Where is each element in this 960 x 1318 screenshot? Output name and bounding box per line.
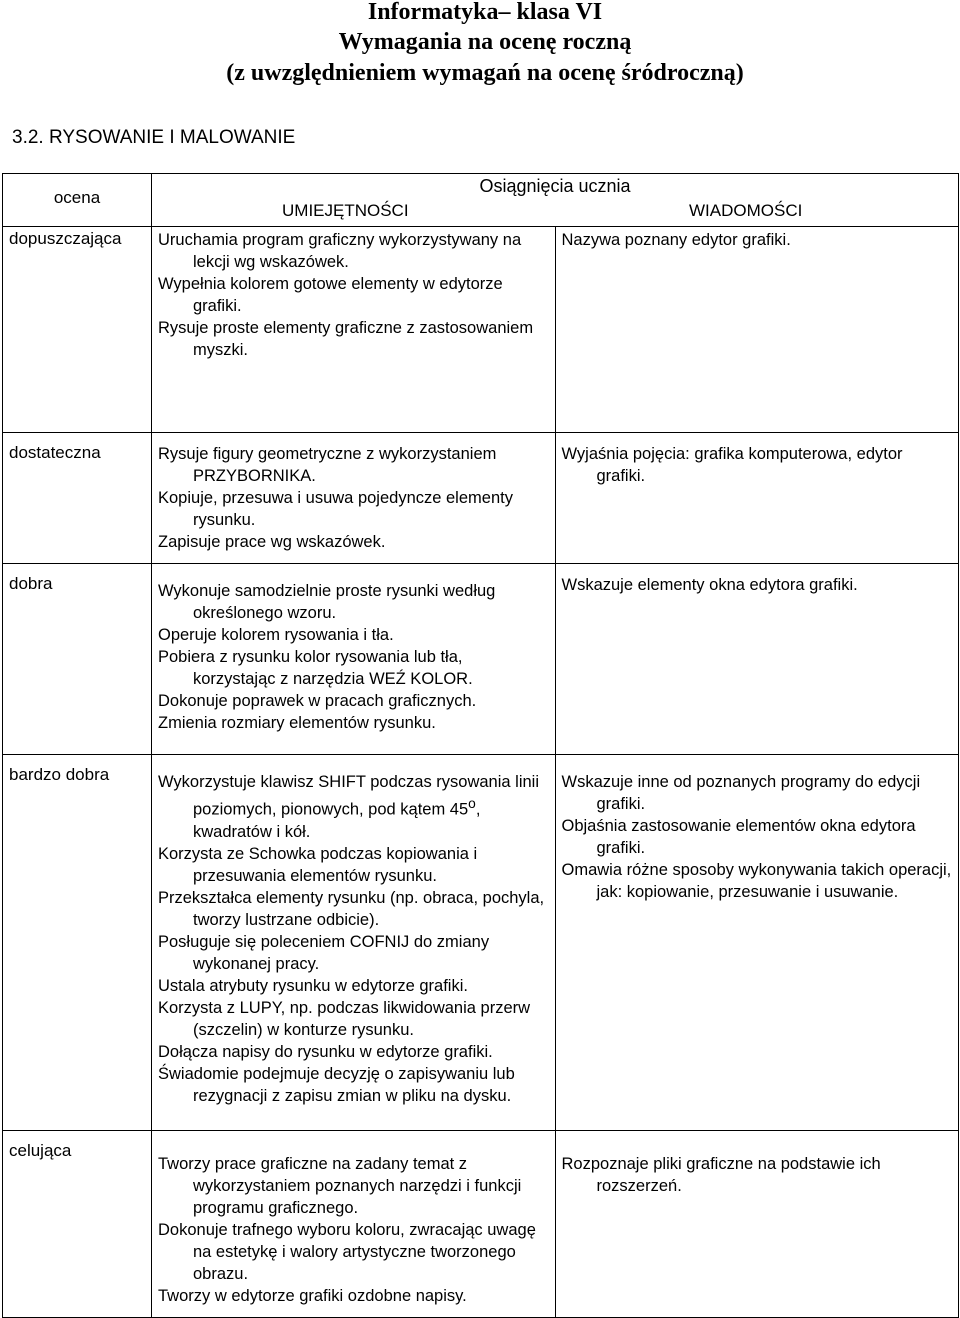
grade-label: celująca: [9, 1141, 72, 1160]
list-item: Operuje kolorem rysowania i tła.: [158, 626, 394, 644]
skills-cell: [152, 433, 556, 564]
knowledge-cell: [555, 564, 959, 755]
list-item: Rysuje proste elementy graficzne z zastosowaniem myszki.: [158, 319, 534, 359]
grade-cell: [3, 227, 152, 433]
list-item: Dokonuje trafnego wyboru koloru, zwracając uwagę na estetykę i walory artystyczne tworzonego obrazu.: [158, 1221, 536, 1283]
skill-text-tail: , kwadratów i kół.: [193, 800, 481, 841]
list-item: Rysuje figury geometryczne z wykorzystaniem PRZYBORNIKA.: [158, 445, 497, 485]
document-subtitle-note: (z uwzględnieniem wymagań na ocenę śródroczną): [226, 60, 744, 86]
grade-cell: [3, 1131, 152, 1318]
knowledge-cell: [555, 227, 959, 433]
list-item: Wskazuje inne od poznanych programy do edycji grafiki.: [561, 773, 921, 813]
list-item: Objaśnia zastosowanie elementów okna edytora grafiki.: [561, 817, 916, 857]
grade-label: dostateczna: [9, 443, 101, 462]
list-item: Wykonuje samodzielnie proste rysunki według określonego wzoru.: [158, 582, 496, 622]
grade-cell: [3, 755, 152, 1131]
list-item: Wskazuje elementy okna edytora grafiki.: [561, 576, 858, 594]
table-row: [3, 564, 959, 755]
section-heading: 3.2. RYSOWANIE I MALOWANIE: [12, 127, 296, 148]
list-item: Dokonuje poprawek w pracach graficznych.: [158, 692, 477, 710]
list-item: Zapisuje prace wg wskazówek.: [158, 533, 386, 551]
list-item: [158, 771, 549, 843]
list-item: Świadomie podejmuje decyzję o zapisywaniu lub rezygnacji z zapisu zmian w pliku na dysku.: [158, 1064, 515, 1105]
list-item: Tworzy prace graficzne na zadany temat z wykorzystaniem poznanych narzędzi i funkcji programu graficznego.: [158, 1155, 522, 1217]
list-item: Rozpoznaje pliki graficzne na podstawie ich rozszerzeń.: [561, 1155, 881, 1195]
table-row: [3, 1131, 959, 1318]
knowledge-cell: [555, 755, 959, 1131]
knowledge-cell: [555, 433, 959, 564]
table-row: [3, 227, 959, 433]
skill-text: Wykorzystuje klawisz SHIFT podczas rysowania linii poziomych, pionowych, pod kątem 45: [158, 773, 539, 819]
header-ocena-cell: [3, 174, 152, 227]
list-item: Wypełnia kolorem gotowe elementy w edytorze grafiki.: [158, 275, 503, 315]
grade-label: dopuszczająca: [9, 229, 122, 248]
list-item: Nazywa poznany edytor grafiki.: [561, 231, 791, 249]
list-item: Pobiera z rysunku kolor rysowania lub tła, korzystając z narzędzia WEŹ KOLOR.: [158, 648, 473, 688]
grade-cell: [3, 564, 152, 755]
list-item: Zmienia rozmiary elementów rysunku.: [158, 714, 436, 732]
skills-cell: [152, 1131, 556, 1318]
list-item: Przekształca elementy rysunku (np. obraca, pochyla, tworzy lustrzane odbicie).: [158, 888, 545, 929]
knowledge-cell: [555, 1131, 959, 1318]
skills-cell: [152, 564, 556, 755]
list-item: Tworzy w edytorze grafiki ozdobne napisy.: [158, 1287, 467, 1305]
list-item: Korzysta z LUPY, np. podczas likwidowania przerw (szczelin) w konturze rysunku.: [158, 998, 531, 1039]
skills-cell: [152, 755, 556, 1131]
table-row: [3, 755, 959, 1131]
table-header-row: [3, 174, 959, 227]
header-knowledge-label: WIADOMOŚCI: [689, 201, 803, 220]
list-item: Korzysta ze Schowka podczas kopiowania i przesuwania elementów rysunku.: [158, 844, 478, 885]
grade-cell: [3, 433, 152, 564]
document-subtitle: Wymagania na ocenę roczną: [338, 29, 632, 55]
requirements-table: [2, 173, 959, 1318]
header-achievements-cell: [152, 174, 959, 227]
list-item: Wyjaśnia pojęcia: grafika komputerowa, edytor grafiki.: [561, 445, 903, 485]
grade-label: bardzo dobra: [9, 765, 110, 784]
list-item: Omawia różne sposoby wykonywania takich operacji, jak: kopiowanie, przesuwanie i usuwanie.: [561, 861, 952, 901]
list-item: Uruchamia program graficzny wykorzystywany na lekcji wg wskazówek.: [158, 231, 522, 271]
degree-superscript: o: [468, 796, 476, 811]
header-skills-label: UMIEJĘTNOŚCI: [282, 201, 409, 220]
list-item: Kopiuje, przesuwa i usuwa pojedyncze elementy rysunku.: [158, 489, 513, 529]
skills-cell: [152, 227, 556, 433]
list-item: Posługuje się poleceniem COFNIJ do zmiany wykonanej pracy.: [158, 932, 490, 973]
list-item: Ustala atrybuty rysunku w edytorze grafiki.: [158, 976, 468, 995]
header-ocena-label: ocena: [53, 188, 101, 207]
grade-label: dobra: [9, 574, 53, 593]
list-item: Dołącza napisy do rysunku w edytorze grafiki.: [158, 1042, 493, 1061]
table-row: [3, 433, 959, 564]
header-achievements-label: Osiągnięcia ucznia: [479, 176, 631, 196]
document-title: Informatyka– klasa VI: [367, 0, 603, 25]
